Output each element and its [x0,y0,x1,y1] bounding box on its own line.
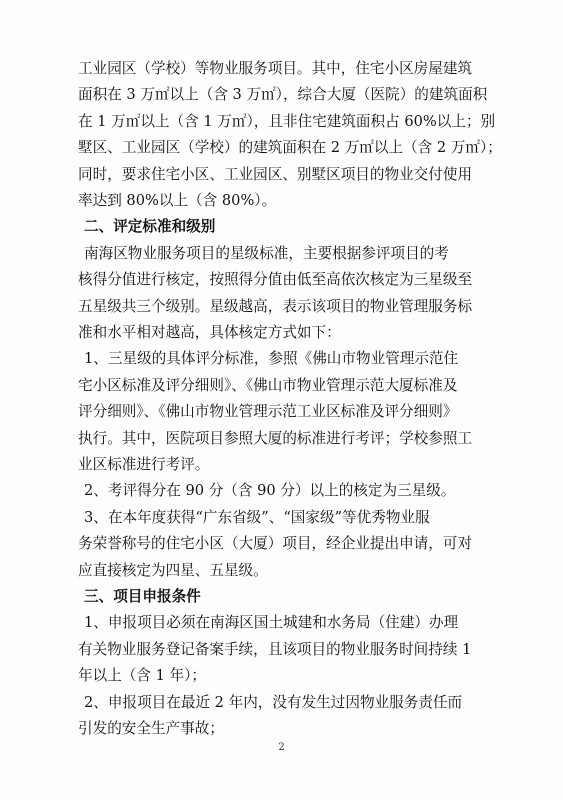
body-line: 应直接核定为四星、五星级。 [78,561,268,579]
body-line: 墅区、工业园区（学校）的建筑面积在 2 万㎡以上（含 2 万㎡）； [78,139,502,157]
body-line: 同时，要求住宅小区、工业园区、别墅区项目的物业交付使用 [78,165,473,183]
body-line: 面积在 3 万㎡以上（含 3 万㎡），综合大厦（医院）的建筑面积 [78,86,488,104]
body-line: 执行。其中，医院项目参照大厦的标准进行考评；学校参照工 [78,429,473,447]
body-line: 准和水平相对越高，具体核定方式如下： [78,324,341,341]
body-line: 有关物业服务登记备案手续，且该项目的物业服务时间持续 1 [78,640,472,658]
body-line: 引发的安全生产事故； [78,720,224,737]
body-line: 年以上（含 1 年）； [78,667,207,685]
body-line: 五星级共三个级别。星级越高，表示该项目的物业管理服务标 [78,297,473,315]
body-line: 宅小区标准及评分细则》、《佛山市物业管理示范大厦标准及 [78,376,458,394]
body-line: 务荣誉称号的住宅小区（大厦）项目，经企业提出申请，可对 [78,535,473,553]
body-line: 2、考评得分在 90 分（含 90 分）以上的核定为三星级。 [84,482,456,500]
body-line: 工业园区（学校）等物业服务项目。其中，住宅小区房屋建筑 [78,60,473,77]
body-line: 1、申报项目必须在南海区国土城建和水务局（住建）办理 [84,614,459,632]
section-heading: 二、评定标准和级别 [84,218,216,236]
page-number: 2 [278,742,285,753]
body-line: 率达到 80%以上（含 80%）。 [78,192,277,209]
body-line: 在 1 万㎡以上（含 1 万㎡），且非住宅建筑面积占 60%以上；别 [78,112,496,130]
body-line: 业区标准进行考评。 [78,456,210,473]
body-line: 2、申报项目在最近 2 年内，没有发生过因物业服务责任而 [84,693,463,711]
body-line: 评分细则》、《佛山市物业管理示范工业区标准及评分细则》 [78,403,458,421]
body-line: 核得分值进行核定，按照得分值由低至高依次核定为三星级至 [78,271,473,289]
body-line: 1、三星级的具体评分标准，参照《佛山市物业管理示范住 [84,350,459,368]
body-line: 南海区物业服务项目的星级标准，主要根据参评项目的考 [84,244,449,262]
body-line: 3、在本年度获得“广东省级”、“国家级”等优秀物业服 [84,508,430,526]
section-heading: 三、项目申报条件 [84,588,201,605]
